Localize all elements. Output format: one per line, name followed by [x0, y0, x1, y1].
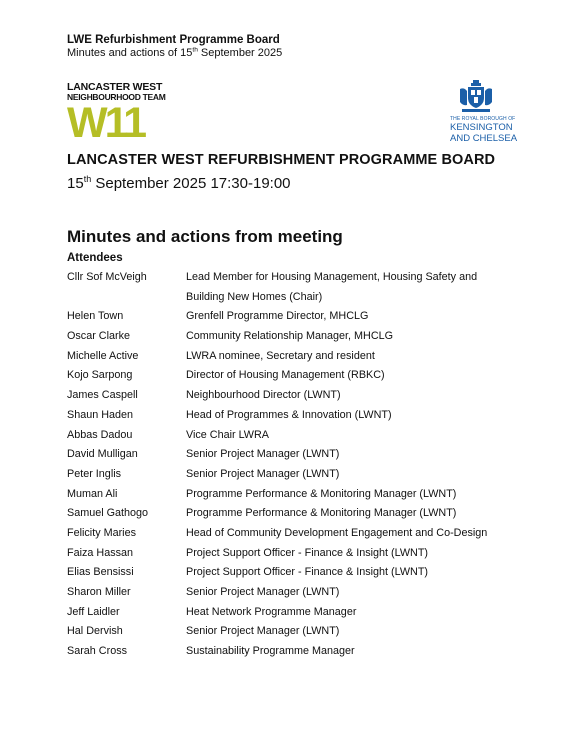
attendee-name: Muman Ali — [67, 487, 118, 500]
attendee-name: Kojo Sarpong — [67, 369, 133, 382]
attendee-role: Head of Programmes & Innovation (LWNT) — [186, 408, 392, 421]
date-ordinal: th — [83, 174, 92, 184]
attendee-name: Shaun Haden — [67, 408, 134, 421]
subheading-suffix: September 2025 — [197, 47, 283, 59]
attendee-role: Programme Performance & Monitoring Manager (LWNT) — [186, 487, 457, 500]
attendee-name: James Caspell — [67, 389, 138, 402]
attendee-role: Project Support Officer - Finance & Insight (LWNT) — [186, 566, 429, 579]
attendee-role: Head of Community Development Engagement and Co-Design — [186, 526, 488, 539]
board-title: LANCASTER WEST REFURBISHMENT PROGRAMME BOARD — [67, 152, 496, 168]
attendee-name: Michelle Active — [67, 349, 139, 362]
attendees-label: Attendees — [67, 252, 123, 264]
attendee-name: Sharon Miller — [67, 586, 131, 599]
attendee-name: Felicity Maries — [67, 526, 136, 539]
attendee-role: Heat Network Programme Manager — [186, 605, 357, 618]
attendee-role: Grenfell Programme Director, MHCLG — [186, 310, 369, 323]
council-logo-name-line1: KENSINGTON — [450, 122, 513, 133]
section-heading: Minutes and actions from meeting — [67, 227, 343, 246]
attendee-name: Peter Inglis — [67, 467, 122, 480]
attendee-name: Helen Town — [67, 310, 124, 323]
team-logo-line2: NEIGHBOURHOOD TEAM — [67, 92, 166, 102]
date-rest: September 2025 17:30-19:00 — [91, 175, 291, 192]
attendee-name: David Mulligan — [67, 448, 138, 461]
lancaster-west-team-logo — [67, 81, 192, 147]
attendee-name: Abbas Dadou — [67, 428, 133, 441]
team-logo-line1: LANCASTER WEST — [67, 81, 163, 93]
attendee-name: Jeff Laidler — [67, 605, 120, 618]
attendee-name: Hal Dervish — [67, 625, 123, 638]
attendee-role: Vice Chair LWRA — [186, 428, 270, 441]
attendee-name: Faiza Hassan — [67, 546, 134, 559]
royal-crest-icon — [456, 80, 496, 114]
subheading-prefix: Minutes and actions of 15 — [67, 47, 193, 59]
attendee-role: Senior Project Manager (LWNT) — [186, 467, 340, 480]
attendee-name: Cllr Sof McVeigh — [67, 271, 147, 283]
attendee-role: Community Relationship Manager, MHCLG — [186, 330, 394, 343]
council-logo-small-text: THE ROYAL BOROUGH OF — [450, 116, 516, 122]
attendee-role: Lead Member for Housing Management, Housing Safety and Building New Homes (Chair) — [186, 271, 478, 303]
attendee-name: Elias Bensissi — [67, 566, 134, 579]
attendee-role: Sustainability Programme Manager — [186, 645, 355, 658]
document-subheading — [67, 47, 282, 60]
attendee-role: Project Support Officer - Finance & Insight (LWNT) — [186, 546, 429, 559]
attendee-role: Senior Project Manager (LWNT) — [186, 448, 340, 461]
attendee-role: Neighbourhood Director (LWNT) — [186, 389, 341, 402]
attendee-name: Sarah Cross — [67, 645, 128, 658]
team-logo-mark: W11 — [67, 99, 145, 147]
attendee-role: Programme Performance & Monitoring Manager (LWNT) — [186, 507, 457, 520]
attendee-role: LWRA nominee, Secretary and resident — [186, 349, 375, 362]
council-logo-name-line2: AND CHELSEA — [450, 133, 518, 144]
attendee-role: Director of Housing Management (RBKC) — [186, 369, 385, 382]
attendee-name: Oscar Clarke — [67, 330, 130, 343]
document-header — [67, 34, 282, 60]
date-day: 15 — [67, 175, 84, 192]
attendee-name: Samuel Gathogo — [67, 507, 149, 520]
subheading-ordinal: th — [192, 46, 198, 54]
document-heading: LWE Refurbishment Programme Board — [67, 34, 280, 46]
attendee-role: Senior Project Manager (LWNT) — [186, 586, 340, 599]
rbkc-logo — [450, 80, 520, 144]
attendee-role: Senior Project Manager (LWNT) — [186, 625, 340, 638]
meeting-date — [67, 175, 291, 192]
